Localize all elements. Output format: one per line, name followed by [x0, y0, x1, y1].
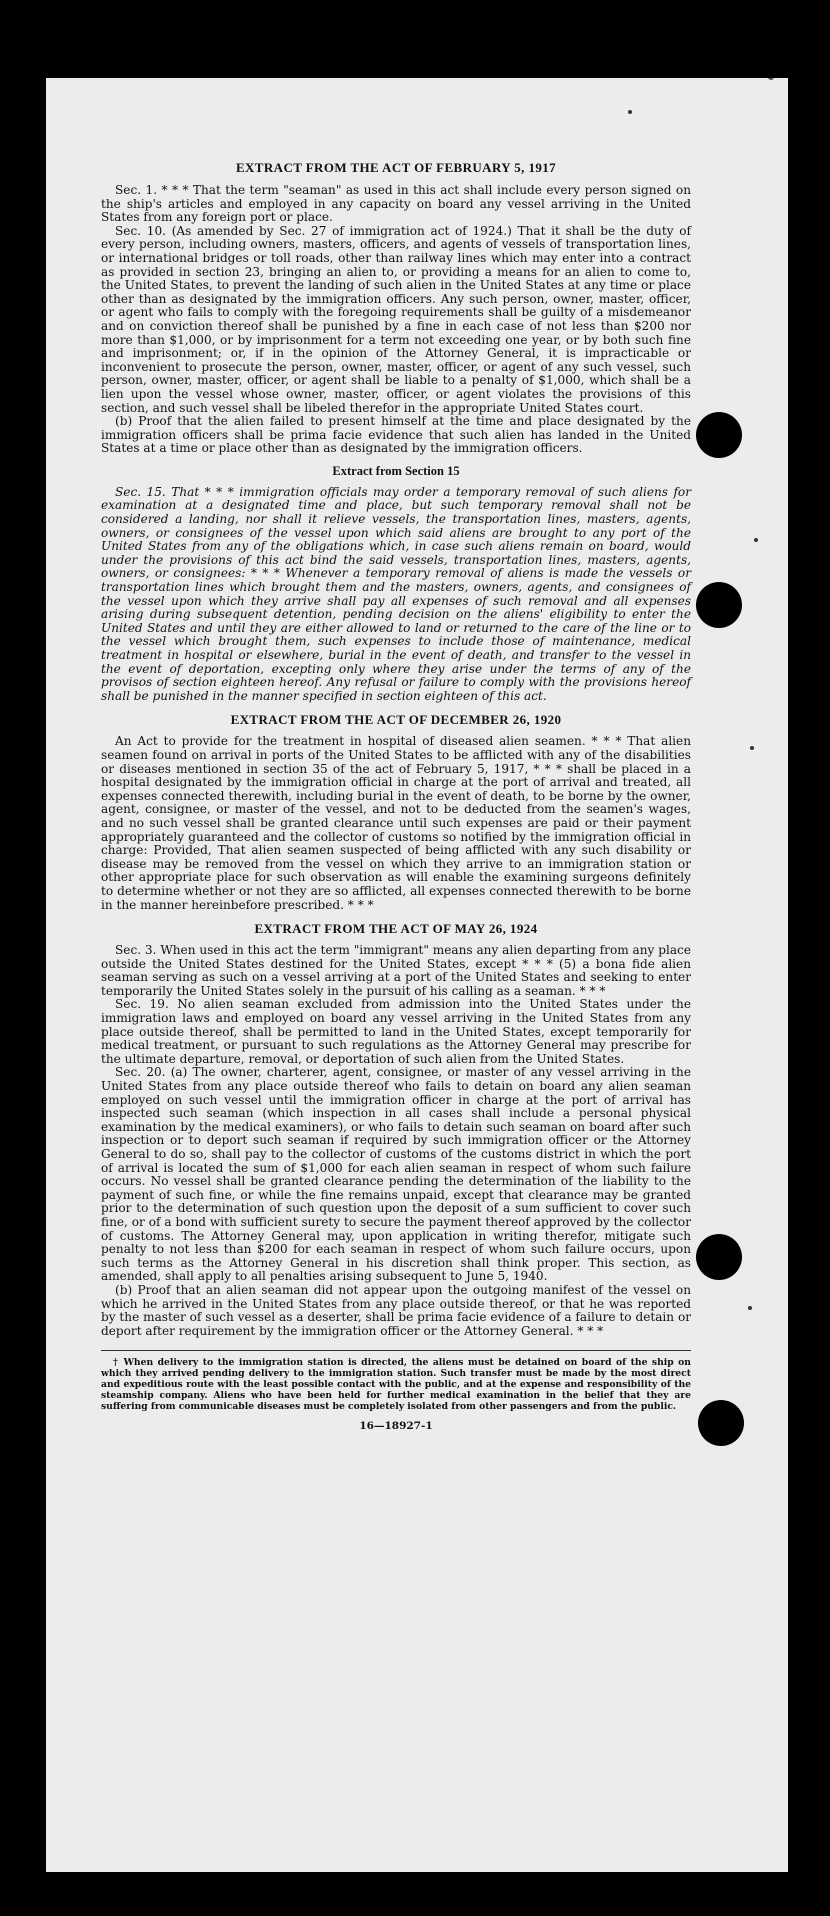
paragraph-sec-20-b: (b) Proof that an alien seaman did not appear upon the outgoing manifest of the vessel on which he arrived in the United States from any place outside thereof, or that he was reported by the master of such vessel as a deserter, shall be prima facie evidence of a failure to detain or deport after requirement by the immigration officer or the Attorney General. * * * — [101, 1282, 691, 1338]
corner-mark — [768, 78, 774, 80]
paragraph-act-1920: An Act to provide for the treatment in hospital of diseased alien seamen. * * * That alien seamen found on arrival in ports of the United States to be afflicted with any of the disabilities or diseases mentioned in section 35 of the act of February 5, 1917, * * * shall be placed in a hospital designated by the immigration official in charge at the port of arrival and treated, all expenses connected therewith, including burial in the event of death, to be borne by the owner, agent, consignee, or master of the vessel, and not to be deducted from the seamen's wages, and no such vessel shall be granted clearance until such expenses are paid or their payment appropriately guaranteed and the collector of customs so notified by the immigration official in charge: Provided, That alien seamen suspected of being afflicted with any such disability or disease may be removed from the vessel on which they arrive to an immigration station or other appropriate place for such observation as will enable the examining surgeons definitely to determine whether or not they are so afflicted, all expenses connected therewith to be borne in the manner hereinbefore prescribed. * * * — [101, 734, 691, 912]
punch-hole — [696, 582, 742, 628]
paragraph-sec-1: Sec. 1. * * * That the term "seaman" as used in this act shall include every person signed on the ship's articles and employed in any capacity on board any vessel arriving in the United States from any foreign port or place. — [101, 183, 691, 225]
heading-act-1917: EXTRACT FROM THE ACT OF FEBRUARY 5, 1917 — [235, 160, 557, 175]
form-code: 16—18927-1 — [359, 1420, 433, 1433]
paragraph-sec-20-a: Sec. 20. (a) The owner, charterer, agent, consignee, or master of any vessel arriving in the United States from any place outside thereof who fails to detain on board any alien seaman employed on such vessel until the immigration officer in charge at the port of arrival has inspected such seaman (which inspection in all cases shall include a personal physical examination by the medical examiners), or who fails to detain such seaman on board after such inspection or to deport such seaman if required by such immigration officer or the Attorney General to do so, shall pay to the collector of customs of the customs district in which the port of arrival is located the sum of $1,000 for each alien seaman in respect of whom such failure occurs. No vessel shall be granted clearance pending the determination of the liability to the payment of such fine, or while the fine remains unpaid, except that clearance may be granted prior to the determination of such question upon the deposit of a sum sufficient to cover such fine, or of a bond with sufficient surety to secure the payment thereof approved by the collector of customs. The Attorney General may, upon application in writing therefor, mitigate such penalty to not less than $200 for each seaman in respect of whom such failure occurs, upon such terms as the Attorney General in his discretion shall think proper. This section, as amended, shall apply to all penalties arising subsequent to June 5, 1940. — [101, 1065, 691, 1284]
heading-act-1924: EXTRACT FROM THE ACT OF MAY 26, 1924 — [254, 921, 538, 937]
punch-hole — [696, 412, 742, 458]
paragraph-sec-3: Sec. 3. When used in this act the term "immigrant" means any alien departing from any place outside the United States destined for the United States, except * * * (5) a bona fide alien seaman serving as such on a vessel arriving at a port of the United States and seeking to enter temporarily the United States solely in the pursuit of his calling as a seaman. * * * — [101, 943, 691, 998]
paragraph-sec-15: Sec. 15. That * * * immigration officials may order a temporary removal of such aliens for examination at a designated time and place, but such temporary removal shall not be considered a landing, nor shall it relieve vessels, the transportation lines, masters, agents, owners, or consignees of the vessel upon which said aliens are brought to any port of the United States from any of the obligations which, in case such aliens remain on board, would under the provisions of this act bind the said vessels, transportation lines, masters, agents, owners, or consignees: * * * Whenever a temporary removal of aliens is made the vessels or transportation lines which brought them and the masters, owners, agents, and consignees of the vessel upon which they arrive shall pay all expenses of such removal and all expenses arising during subsequent detention, pending decision on the aliens' eligibility to enter the United States and until they are either allowed to land or returned to the care of the line or to the vessel which brought them, such expenses to include those of maintenance, medical treatment in hospital or elsewhere, burial in the event of death, and transfer to the vessel in the event of deportation, excepting only where they arise under the terms of any of the provisos of section eighteen hereof. Any refusal or failure to comply with the provisions hereof shall be punished in the manner specified in section eighteen of this act. — [101, 484, 691, 703]
speck — [754, 538, 758, 542]
heading-act-1920: EXTRACT FROM THE ACT OF DECEMBER 26, 1920 — [230, 712, 562, 728]
section-15-block — [101, 486, 691, 704]
paragraph-sec-10: Sec. 10. (As amended by Sec. 27 of immigration act of 1924.) That it shall be the duty of every person, including owners, masters, officers, and agents of vessels of transportation lines, or international bridges or toll roads, other than railway lines which may enter into a contract as provided in section 23, bringing an alien to, or providing a means for an alien to come to, the United States, to prevent the landing of such alien in the United States at any time or place other than as designated by the immigration officers. Any such person, owner, master, officer, or agent who fails to comply with the foregoing requirements shall be guilty of a misdemeanor and on conviction thereof shall be punished by a fine in each case of not less than $200 nor more than $1,000, or by imprisonment for a term not exceeding one year, or by both such fine and imprisonment; or, if in the opinion of the Attorney General, it is impracticable or inconvenient to prosecute the person, owner, master, officer, or agent of any such vessel, such person, owner, master, officer, or agent shall be liable to a penalty of $1,000, which shall be a lien upon the vessel whose owner, master, officer, or agent violates the provisions of this section, and such vessel shall be libeled therefor in the appropriate United States court. — [101, 223, 691, 415]
paragraph-sec-10-b: (b) Proof that the alien failed to present himself at the time and place designated by the immigration officers shall be prima facie evidence that such alien has landed in the United States at a time or place other than as designated by the immigration officers. — [101, 414, 691, 456]
document-page — [46, 78, 788, 1872]
speck — [748, 1306, 752, 1310]
paragraph-sec-19: Sec. 19. No alien seaman excluded from admission into the United States under the immigration laws and employed on board any vessel arriving in the United States from any place outside thereof, shall be permitted to land in the United States, except temporarily for medical treatment, or pursuant to such regulations as the Attorney General may prescribe for the ultimate departure, removal, or deportation of such alien from the United States. — [101, 997, 691, 1066]
footnote — [101, 1350, 691, 1412]
document-body — [101, 160, 691, 1434]
speck — [750, 746, 754, 750]
heading-section-15: Extract from Section 15 — [332, 463, 460, 478]
footnote-text: † When delivery to the immigration station is directed, the aliens must be detained on board of the ship on which they arrived pending delivery to the immigration station. Such transfer must be made by the most direct and expeditious route with the least possible contact with the public, and at the expense and responsibility of the steamship company. Aliens who have been held for further medical examination in the belief that they are suffering from communicable diseases must be completely isolated from other passengers and from the public. — [101, 1357, 691, 1413]
speck — [628, 110, 632, 114]
punch-hole — [698, 1400, 744, 1446]
punch-hole — [696, 1234, 742, 1280]
